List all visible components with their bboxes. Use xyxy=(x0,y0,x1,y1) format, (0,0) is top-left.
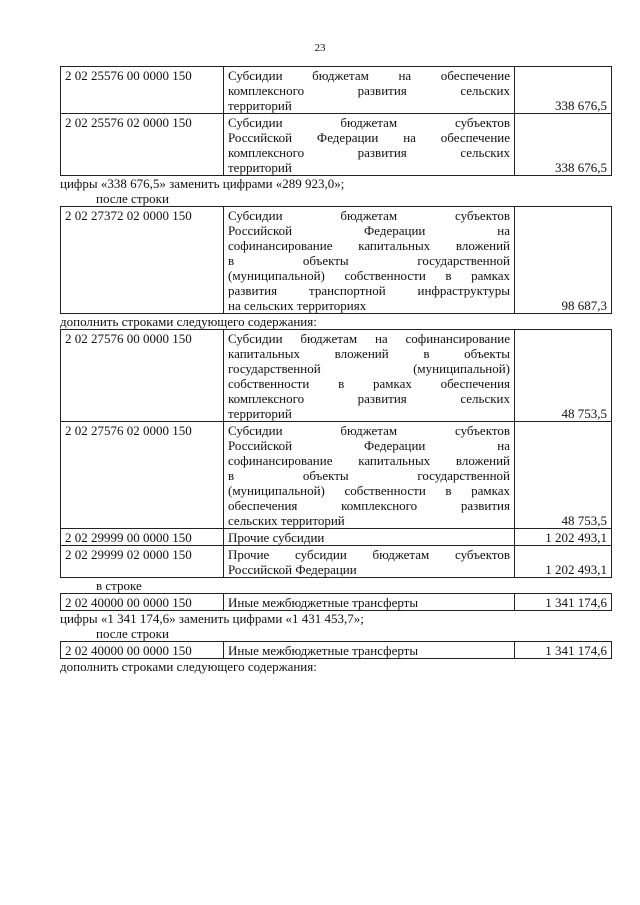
budget-code-cell: 2 02 27372 02 0000 150 xyxy=(61,207,224,314)
budget-code-cell: 2 02 29999 02 0000 150 xyxy=(61,546,224,578)
description-line: территорий xyxy=(228,406,292,421)
description-line: собственности в рамках обеспечения xyxy=(228,376,510,391)
description-line: комплексного развития сельских xyxy=(228,83,510,98)
description-line: Российской Федерации на xyxy=(228,438,510,453)
instruction-after-line-2: после строки xyxy=(96,626,169,641)
budget-table-2 xyxy=(60,206,612,314)
budget-code-cell: 2 02 29999 00 0000 150 xyxy=(61,529,224,546)
amount-cell: 48 753,5 xyxy=(515,422,612,529)
description-cell xyxy=(224,114,515,176)
instruction-in-line: в строке xyxy=(96,578,142,593)
description-line: Российской Федерации xyxy=(228,562,357,577)
description-line: Субсидии бюджетам на софинансирование xyxy=(228,331,510,346)
description-line: комплексного развития сельских xyxy=(228,391,510,406)
budget-code-cell: 2 02 27576 00 0000 150 xyxy=(61,330,224,422)
budget-table-4 xyxy=(60,593,612,611)
budget-code-cell: 2 02 25576 00 0000 150 xyxy=(61,67,224,114)
description-cell xyxy=(224,422,515,529)
description-cell xyxy=(224,642,515,659)
description-line: в объекты государственной xyxy=(228,468,510,483)
description-line: Субсидии бюджетам субъектов xyxy=(228,208,510,223)
description-line: (муниципальной) собственности в рамках xyxy=(228,483,510,498)
budget-table-5 xyxy=(60,641,612,659)
description-line: Российской Федерации на обеспечение xyxy=(228,130,510,145)
description-line: в объекты государственной xyxy=(228,253,510,268)
description-line: сельских территорий xyxy=(228,513,345,528)
instruction-after-line: после строки xyxy=(96,191,169,206)
amount-cell: 1 202 493,1 xyxy=(515,529,612,546)
description-cell xyxy=(224,207,515,314)
instruction-replace-figures-2: цифры «1 341 174,6» заменить цифрами «1 431 453,7»; xyxy=(60,611,364,626)
description-line: Субсидии бюджетам субъектов xyxy=(228,115,510,130)
budget-table-3 xyxy=(60,329,612,578)
description-cell xyxy=(224,546,515,578)
budget-code-cell: 2 02 40000 00 0000 150 xyxy=(61,594,224,611)
amount-cell: 1 341 174,6 xyxy=(515,594,612,611)
description-line: на сельских территориях xyxy=(228,298,367,313)
amount-cell: 338 676,5 xyxy=(515,114,612,176)
description-line: Субсидии бюджетам субъектов xyxy=(228,423,510,438)
instruction-add-lines: дополнить строками следующего содержания: xyxy=(60,314,317,329)
description-line: государственной (муниципальной) xyxy=(228,361,510,376)
amount-cell: 1 202 493,1 xyxy=(515,546,612,578)
amount-cell: 48 753,5 xyxy=(515,330,612,422)
description-cell xyxy=(224,330,515,422)
description-line: обеспечения комплексного развития xyxy=(228,498,510,513)
table-row xyxy=(61,114,612,176)
table-row xyxy=(61,422,612,529)
amount-cell: 1 341 174,6 xyxy=(515,642,612,659)
table-row xyxy=(61,546,612,578)
table-row xyxy=(61,642,612,659)
description-line: Российской Федерации на xyxy=(228,223,510,238)
description-line: Прочие субсидии бюджетам субъектов xyxy=(228,547,510,562)
table-row xyxy=(61,67,612,114)
description-line: (муниципальной) собственности в рамках xyxy=(228,268,510,283)
instruction-replace-figures: цифры «338 676,5» заменить цифрами «289 923,0»; xyxy=(60,176,345,191)
description-line: комплексного развития сельских xyxy=(228,145,510,160)
description-cell xyxy=(224,67,515,114)
page-number: 23 xyxy=(314,42,326,54)
description-line: капитальных вложений в объекты xyxy=(228,346,510,361)
table-row xyxy=(61,529,612,546)
instruction-add-lines-2: дополнить строками следующего содержания: xyxy=(60,659,317,674)
description-line: территорий xyxy=(228,98,292,113)
description-cell xyxy=(224,529,515,546)
budget-code-cell: 2 02 27576 02 0000 150 xyxy=(61,422,224,529)
budget-table-1 xyxy=(60,66,612,176)
description-line: территорий xyxy=(228,160,292,175)
description-line: софинансирование капитальных вложений xyxy=(228,453,510,468)
table-row xyxy=(61,594,612,611)
table-row xyxy=(61,330,612,422)
amount-cell: 98 687,3 xyxy=(515,207,612,314)
description-cell xyxy=(224,594,515,611)
description-line: Субсидии бюджетам на обеспечение xyxy=(228,68,510,83)
description-line: Иные межбюджетные трансферты xyxy=(228,595,419,610)
table-row xyxy=(61,207,612,314)
description-line: Иные межбюджетные трансферты xyxy=(228,643,419,658)
amount-cell: 338 676,5 xyxy=(515,67,612,114)
budget-code-cell: 2 02 40000 00 0000 150 xyxy=(61,642,224,659)
budget-code-cell: 2 02 25576 02 0000 150 xyxy=(61,114,224,176)
description-line: развития транспортной инфраструктуры xyxy=(228,283,510,298)
description-line: Прочие субсидии xyxy=(228,530,325,545)
document-body xyxy=(60,66,612,674)
description-line: софинансирование капитальных вложений xyxy=(228,238,510,253)
